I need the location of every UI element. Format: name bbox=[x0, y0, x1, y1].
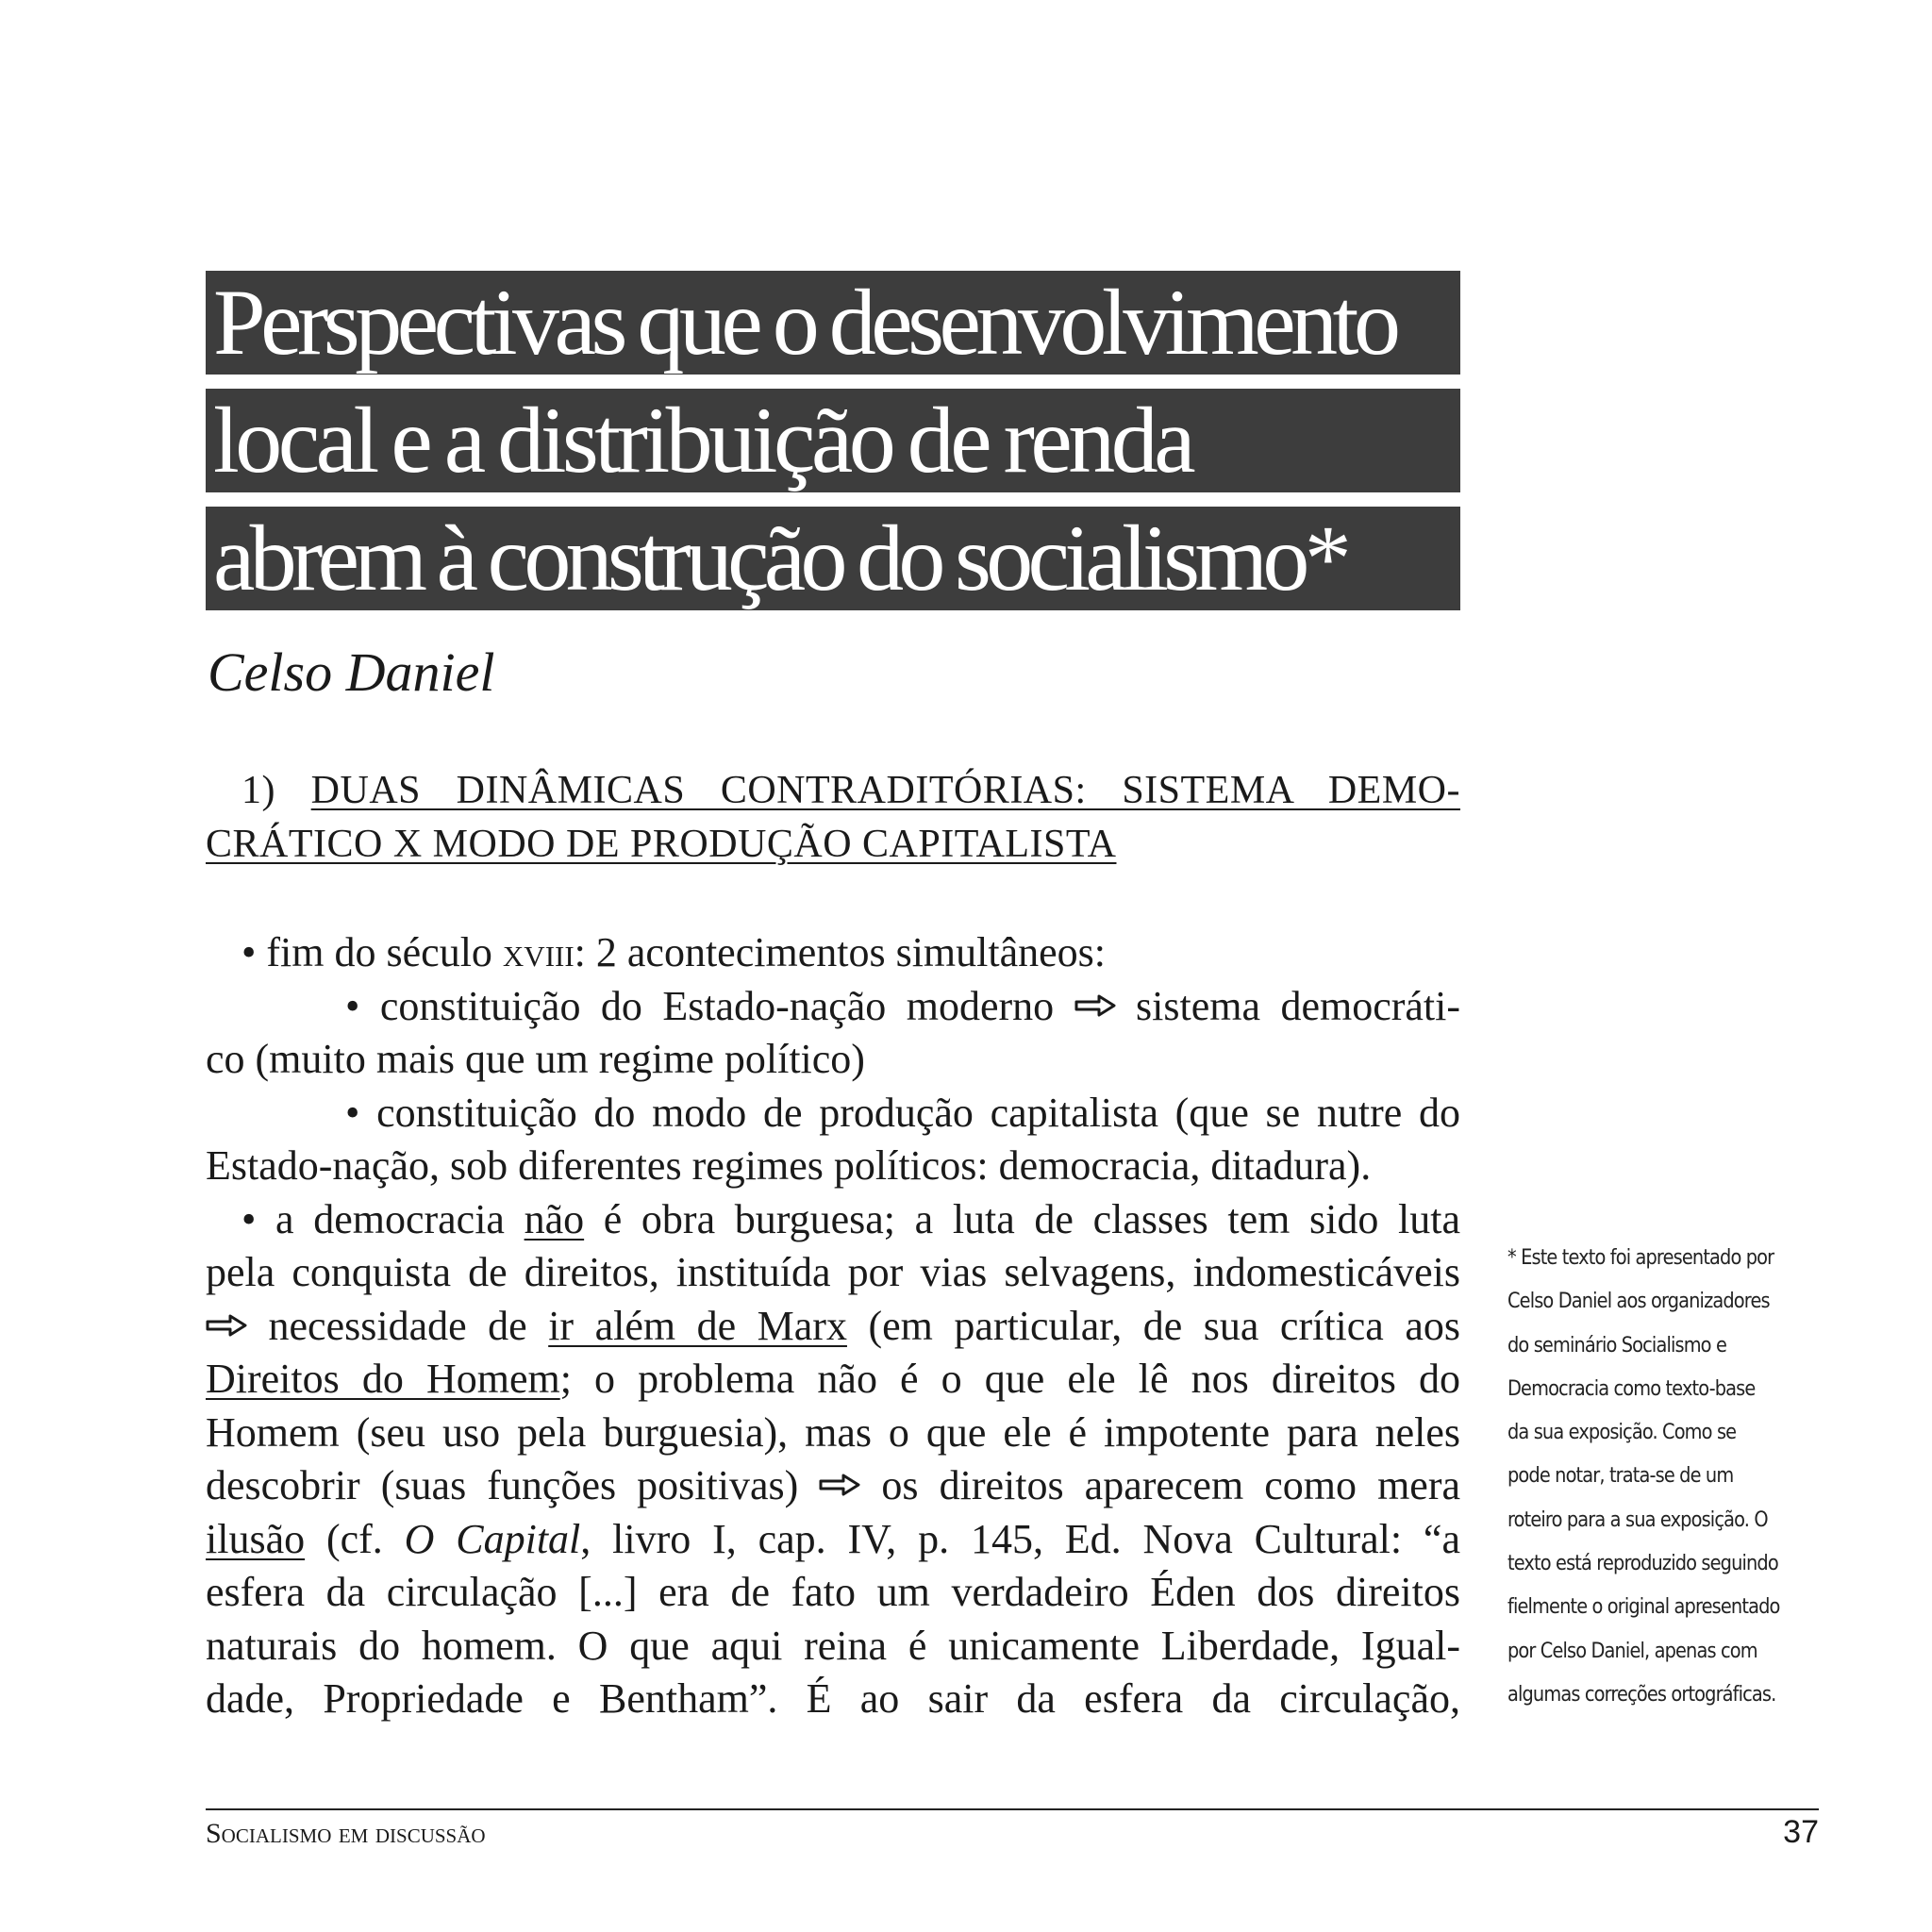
footnote-line: algumas correções ortográficas. bbox=[1507, 1681, 1776, 1707]
footnote-line: fielmente o original apresentado bbox=[1507, 1594, 1780, 1620]
title-line-2: local e a distribuição de renda bbox=[206, 389, 1460, 492]
footnote-line: Democracia como texto-base bbox=[1507, 1375, 1756, 1401]
footnote-line: do seminário Socialismo e bbox=[1507, 1332, 1726, 1357]
sidebar-footnote bbox=[1507, 1236, 1780, 1716]
footnote-line: da sua exposição. Como se bbox=[1507, 1420, 1737, 1445]
bullet-1b-line-2: Estado-nação, sob diferentes regimes políticos: democracia, ditadura). bbox=[206, 1142, 1372, 1189]
title-line-3: abrem à construção do socialismo* bbox=[206, 507, 1460, 610]
bullet-2-line-9: naturais do homem. O que aqui reina é unicamente Liberdade, Igual- bbox=[206, 1622, 1460, 1669]
bullet-2-line-7: ilusão (cf. O Capital, livro I, cap. IV, p. 145, Ed. Nova Cultural: “a bbox=[206, 1515, 1460, 1562]
footnote-line: por Celso Daniel, apenas com bbox=[1507, 1638, 1757, 1663]
footnote-line: Celso Daniel aos organizadores bbox=[1507, 1289, 1770, 1314]
century-numeral: xviii bbox=[502, 929, 575, 975]
bullet-1b-line-1: • constituição do modo de produção capitalista (que se nutre do bbox=[345, 1089, 1460, 1136]
bullet-2-line-4: Direitos do Homem; o problema não é o que ele lê nos direitos do bbox=[206, 1356, 1460, 1402]
section-heading bbox=[206, 764, 1460, 871]
footnote-line: pode notar, trata-se de um bbox=[1507, 1463, 1734, 1489]
bullet-2-line-8: esfera da circulação [...] era de fato um verdadeiro Éden dos direitos bbox=[206, 1569, 1460, 1615]
section-number: 1) bbox=[242, 769, 275, 812]
bullet-1a-line-1: • constituição do Estado-nação moderno sistema democráti- bbox=[345, 982, 1461, 1029]
bullet-2-line-2: pela conquista de direitos, instituída por vias selvagens, indomesticáveis bbox=[206, 1249, 1460, 1295]
bullet-2-line-6: descobrir (suas funções positivas) os direitos aparecem como mera bbox=[206, 1462, 1461, 1508]
outlined-right-arrow-icon bbox=[819, 1473, 860, 1497]
bullet-1: • fim do século xviii: 2 acontecimentos simultâneos: bbox=[242, 929, 1106, 975]
outlined-right-arrow-icon bbox=[206, 1313, 247, 1338]
section-heading-line-2: CRÁTICO X MODO DE PRODUÇÃO CAPITALISTA bbox=[206, 822, 1117, 866]
page-number: 37 bbox=[1783, 1814, 1819, 1850]
bullet-2-line-3: necessidade de ir além de Marx (em particular, de sua crítica aos bbox=[206, 1300, 1460, 1354]
author-name: Celso Daniel bbox=[208, 641, 495, 703]
footer-rule bbox=[206, 1808, 1819, 1810]
journal-title: Socialismo em discussão bbox=[206, 1818, 486, 1849]
body-text bbox=[206, 926, 1460, 1726]
outlined-right-arrow-icon bbox=[1074, 993, 1116, 1018]
footnote-line: * Este texto foi apresentado por bbox=[1507, 1245, 1774, 1270]
bullet-1a-line-2: co (muito mais que um regime político) bbox=[206, 1036, 865, 1082]
footnote-line: texto está reproduzido seguindo bbox=[1507, 1551, 1778, 1576]
bullet-2-line-10: dade, Propriedade e Bentham”. É ao sair da esfera da circulação, bbox=[206, 1675, 1460, 1722]
footnote-line: roteiro para a sua exposição. O bbox=[1507, 1507, 1768, 1532]
section-heading-line-1: DUAS DINÂMICAS CONTRADITÓRIAS: SISTEMA DEMO- bbox=[310, 769, 1460, 812]
bullet-2-line-1: • a democracia não é obra burguesa; a luta de classes tem sido luta bbox=[242, 1195, 1460, 1242]
title-line-1: Perspectivas que o desenvolvimento bbox=[206, 271, 1460, 375]
bullet-2-line-5: Homem (seu uso pela burguesia), mas o que ele é impotente para neles bbox=[206, 1408, 1460, 1456]
